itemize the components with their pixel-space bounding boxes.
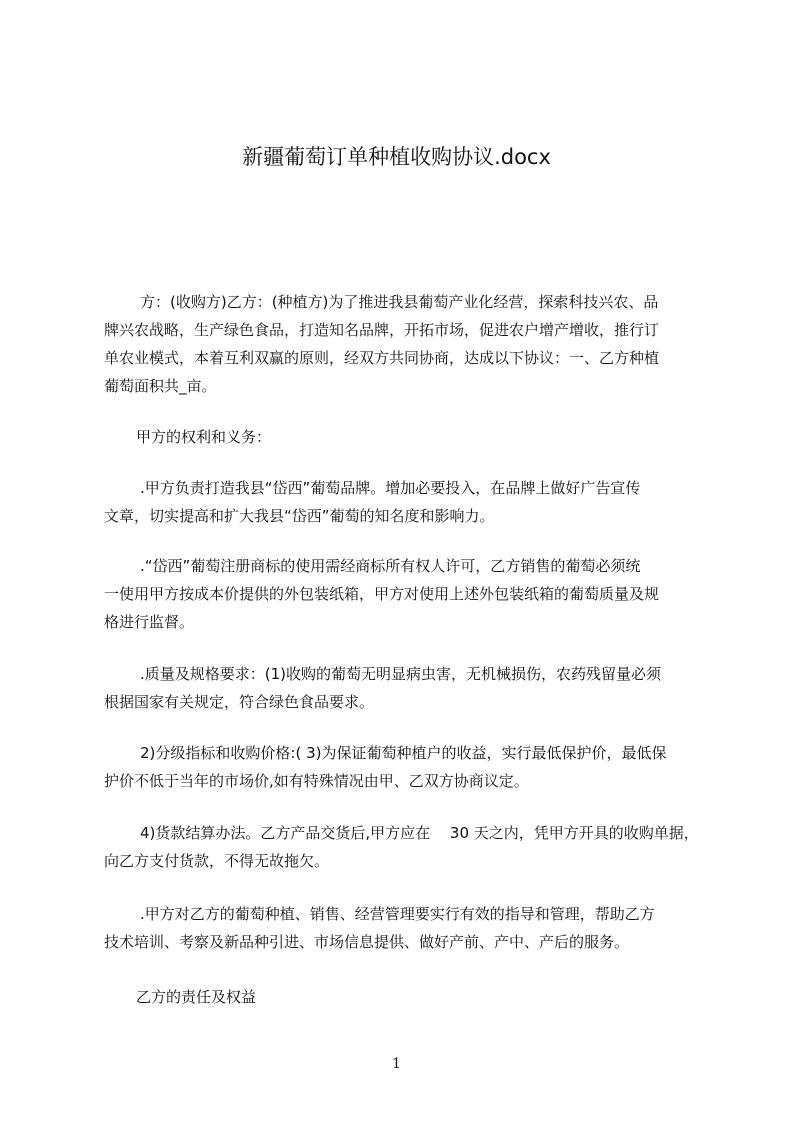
text-line: 技术培训、考察及新品种引进、市场信息提供、做好产前、产中、产后的服务。 [104,933,630,951]
paragraph-pricing [104,739,666,795]
paragraph-section-heading-b [136,983,256,1011]
paragraph-guidance [104,900,655,956]
paragraph-payment [104,819,699,875]
text-line: 4)货款结算办法。乙方产品交货后,甲方应在 30 天之内，凭甲方开具的收购单据， [140,824,699,842]
text-line: 格进行监督。 [104,613,195,631]
text-line: 一使用甲方按成本价提供的外包装纸箱，甲方对使用上述外包装纸箱的葡萄质量及规 [104,585,660,603]
text-line: 牌兴农战略，生产绿色食品，打造知名品牌，开拓市场，促进农户增产增收，推行订 [104,321,660,339]
document-title: 新疆葡萄订单种植收购协议.docx [242,145,551,169]
text-line: 向乙方支付货款，不得无故拖欠。 [104,852,330,870]
text-line: 葡萄面积共_亩。 [104,377,217,395]
text-line: .“岱西”葡萄注册商标的使用需经商标所有权人许可，乙方销售的葡萄必须统 [140,557,641,575]
text-line: 单农业模式，本着互利双赢的原则，经双方共同协商，达成以下协议：一、乙方种植 [104,349,660,367]
text-line: 2)分级指标和收购价格:( 3)为保证葡萄种植户的收益，实行最低保护价，最低保 [140,744,667,762]
text-line: 根据国家有关规定，符合绿色食品要求。 [104,693,375,711]
paragraph-intro [104,288,659,400]
paragraph-section-heading-a [136,423,271,451]
text-line: .甲方对乙方的葡萄种植、销售、经营管理要实行有效的指导和管理，帮助乙方 [140,905,655,923]
paragraph-trademark [104,552,659,636]
text-line: .甲方负责打造我县“岱西”葡萄品牌。增加必要投入，在品牌上做好广告宣传 [140,479,641,497]
paragraph-quality [104,660,661,716]
text-line: 甲方的权利和义务： [136,428,272,446]
paragraph-brand [104,474,640,530]
page-number: 1 [392,1056,401,1072]
text-line: .质量及规格要求：(1)收购的葡萄无明显病虫害，无机械损伤，农药残留量必须 [140,665,662,683]
text-line: 方：(收购方)乙方：(种植方)为了推进我县葡萄产业化经营，探索科技兴农、品 [140,293,659,311]
text-line: 乙方的责任及权益 [136,988,257,1006]
text-line: 文章，切实提高和扩大我县“岱西”葡萄的知名度和影响力。 [104,507,495,525]
text-line: 护价不低于当年的市场价,如有特殊情况由甲、乙双方协商议定。 [104,772,529,790]
